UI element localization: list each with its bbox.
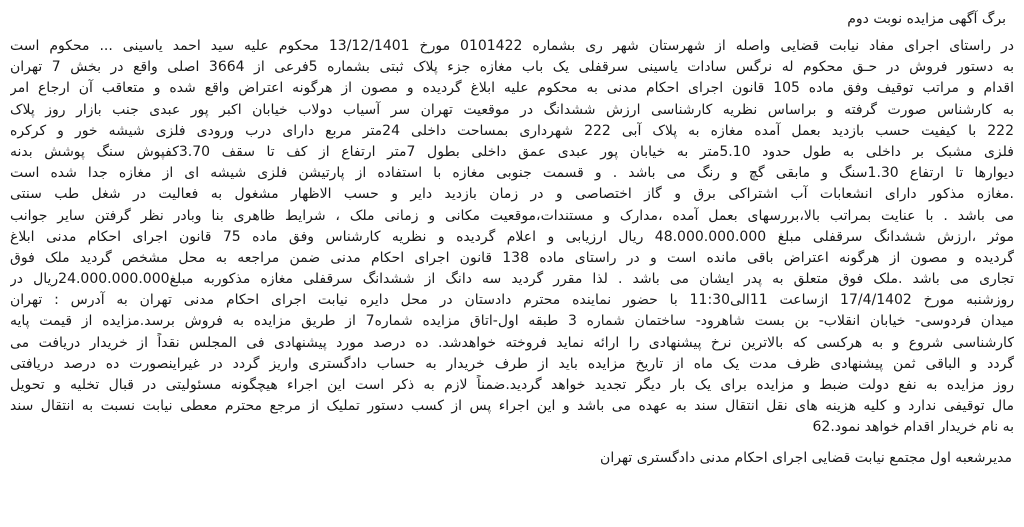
body-line: به دستور فروش در حـق محکوم له نرگس سادات یاسینی سرقفلی یک باب مغازه جزء پلاک ثبتی بشماره 5فرعی از 3664 اصلی واقع در بخش 7 تهران — [10, 59, 1014, 76]
body-line: به کارشناس صورت گرفته و براساس نظریه کارشناسی ارزش ششدانگ در موقعیت تهران سر آسیاب دولاب خیابان اکبر پور عبدی جنب بازار روز پلاک — [10, 101, 1014, 118]
body-line: روز مزایده به نفع دولت ضبط و مزایده برای یک بار دیگر تجدید خواهد گردید.ضمناً لازم به ذکر است این اجراء هیچگونه مسئولیتی در قبال تخلیه و تحویل — [10, 377, 1014, 393]
body-line: اقدام و مراتب توقیف وفق ماده 105 قانون اجرای احکام مدنی به محکوم علیه ابلاغ گردیده و مصون از هرگونه اعتراض واقع شده و متعاقب آن ارجاع امر — [10, 80, 1014, 97]
body-line: موثر ،ارزش ششدانگ سرقفلی مبلغ 48.000.000.000 ریال ارزیابی و اعلام گردیده و نظریه کارشناس وفق ماده 75 قانون اجرای احکام مدنی ابلاغ — [10, 228, 1014, 245]
body-line: به نام خریدار اقدام خواهد نمود.62 — [812, 419, 1014, 436]
body-line: دیوارها تا ارتفاع 1.30سنگ و مابقی گچ و رنگ می باشد . و قسمت جنوبی مغازه با استفاده از پارتیشن فلزی شیشه ای از مغازه جدا شده است — [10, 165, 1014, 182]
body-line: تجاری می باشد .ملک فوق متعلق به پدر ایشان می باشد . لذا مقرر گردید سه دانگ از ششدانگ سرقفلی مغازه مذکوربه مبلغ24.000.000.000ریال در — [10, 271, 1014, 288]
body-line: گردد و الباقی ثمن پیشنهادی ظرف مدت یک ماه از تاریخ مزایده باید از طرف خریدار به حساب دادگستری واریز گردد در غیراینصورت ده درصد دریافتی — [10, 355, 1014, 372]
notice-title: برگ آگهی مزایده نوبت دوم — [847, 11, 1006, 27]
body-line: میدان فردوسی- خیابان انقلاب- بن بست شاهرود- ساختمان شماره 3 طبقه اول-اتاق مزایده شماره7 از طریق مزایده به فروش برسد.مزایده از قیمت پایه — [10, 313, 1014, 330]
notice-body — [10, 36, 1014, 439]
body-line: مال توقیفی ندارد و کلیه هزینه های نقل انتقال سند به عهده می باشد و این اجراء پس از کسب دستور تملیک از مرجع محترم معطی نیابت نسبت به انتقال سند — [10, 398, 1014, 415]
body-line: در راستای اجرای مفاد نیابت قضایی واصله از شهرستان شهر ری بشماره 0101422 مورخ 13/12/1401 محکوم علیه سید احمد یاسینی ... محکوم است — [10, 38, 1014, 54]
body-line: 222 با کیفیت حسب بازدید بعمل آمده مغازه به پلاک آبی 222 شهرداری بمساحت داخلی 24متر مربع دارای درب ورودی فلزی شیشه خور و کرکره — [10, 122, 1014, 139]
body-line: فلزی مشبک بر داخلی به طول حدود 5.10متر به خیابان پور عبدی عمق داخلی بطول 7متر ارتفاع از کف تا سقف 3.70کفپوش سنگ پوشش بدنه — [10, 143, 1014, 160]
body-line: روزشنبه مورخ 17/4/1402 ازساعت 11الی11:30 با حضور نماینده محترم دادستان در محل دایره نیابت اجرای احکام مدنی تهران به آدرس : تهران — [10, 292, 1014, 309]
notice-signature: مدیرشعبه اول مجتمع نیابت قضایی اجرای احکام مدنی دادگستری تهران — [600, 449, 1012, 466]
body-line: .مغازه مذکور دارای انشعابات آب اشتراکی برق و گاز اختصاصی و در زمان بازدید دایر و حسب الاظهار مشغول به فعالیت در شغل طب سنتی — [10, 186, 1014, 203]
body-line: می باشد . با عنایت بمراتب بالا،بررسهای بعمل آمده ،مدارک و مستندات،موقعیت مکانی و زمانی ملک ، شرایط ظاهری بنا وبادر نظر گرفتن سایر جوانب — [10, 207, 1014, 224]
body-line: کارشناسی شروع و به هرکسی که بالاترین نرخ پیشنهادی را ارائه نماید فروخته خواهدشد. ده درصد مورد پیشنهادی فی المجلس نقداً از خریدار دریافت می — [10, 334, 1014, 351]
body-line: گردیده و مصون از هرگونه اعتراض باقی مانده است و در راستای ماده 138 قانون اجرای احکام مدنی ضمن مراجعه به محل مشخص گردید ملک فوق — [10, 249, 1014, 266]
